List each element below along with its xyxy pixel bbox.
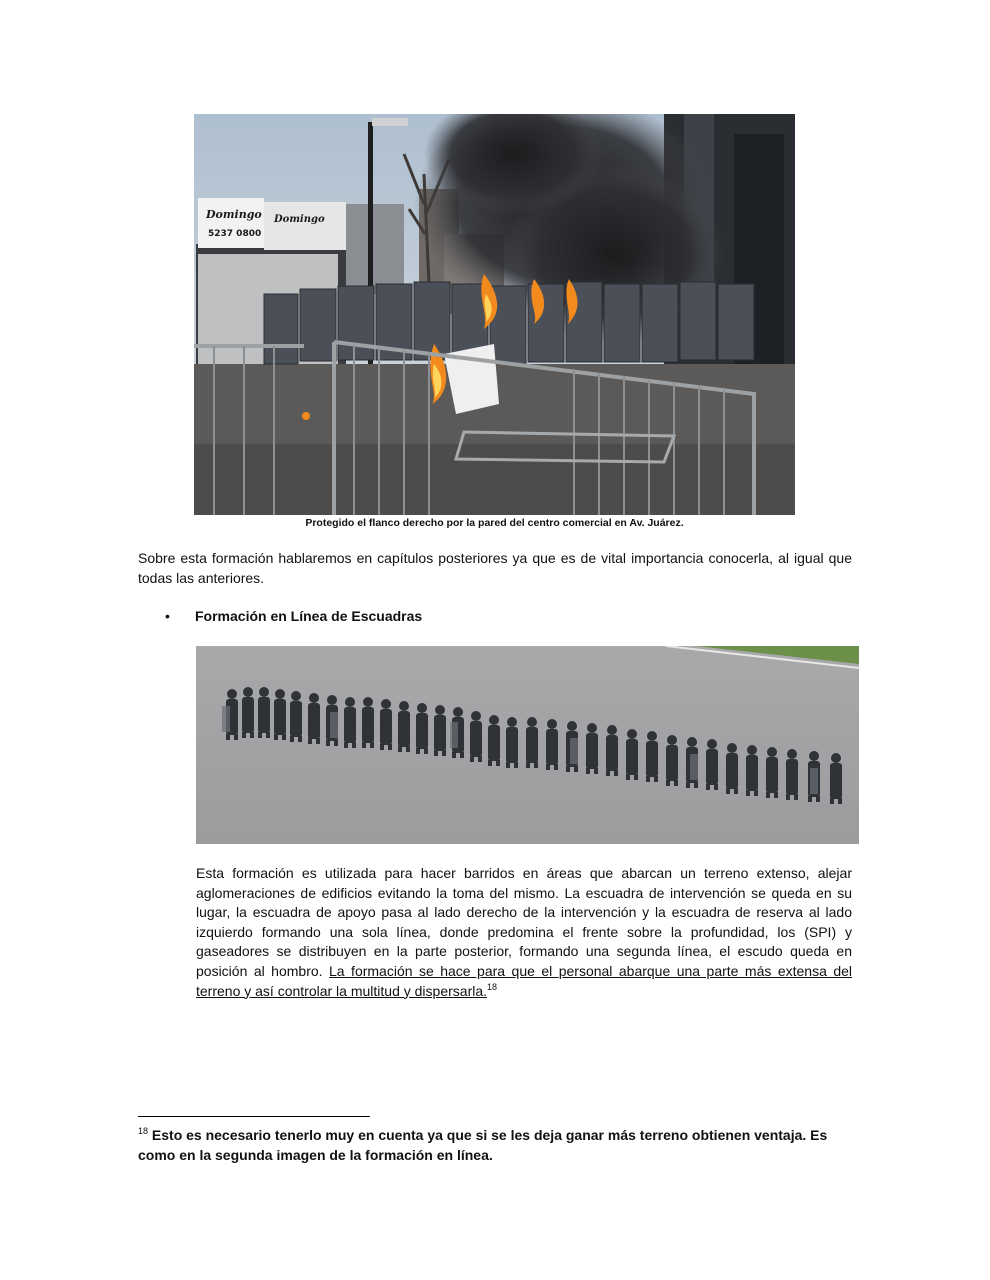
footnote xyxy=(138,1125,852,1165)
kiosk-sign-phone: 5237 0800 xyxy=(208,229,262,239)
paragraph-body: Esta formación es utilizada para hacer barridos en áreas que abarcan un terreno extenso, alejar aglomeraciones de edificios evitando la toma del mismo. La escuadra de intervención se queda en su lugar, la escuadra de apoyo pasa al lado derecho de la intervención y la escuadra de reserva al lado izquierdo formando una sola línea, donde predomina el frente sobre la profundidad, los (SPI) y gaseadores se distribuyen en la parte posterior, formando una segunda línea, el escudo queda en posición al hombro. xyxy=(196,865,852,979)
kiosk-sign-text-2: Domingo xyxy=(274,214,325,225)
police-line-photo xyxy=(196,646,859,844)
paragraph-formation-description xyxy=(196,864,852,1001)
footnote-reference[interactable]: 18 xyxy=(487,981,498,992)
riot-scene-illustration xyxy=(194,114,795,515)
riot-scene-photo xyxy=(194,114,795,515)
footnote-separator xyxy=(138,1116,370,1117)
paragraph-intro: Sobre esta formación hablaremos en capítulos posteriores ya que es de vital importancia conocerla, al igual que todas las anteriores. xyxy=(138,550,852,586)
bullet-icon: • xyxy=(165,608,170,624)
figure-1-caption: Protegido el flanco derecho por la pared del centro comercial en Av. Juárez. xyxy=(305,517,684,529)
footnote-text: Esto es necesario tenerlo muy en cuenta ya que si se les deja ganar más terreno obtienen ventaja. Es como en la segunda imagen de la formación en línea. xyxy=(138,1127,828,1163)
underlined-sentence: La formación se hace para que el personal abarque una parte más extensa del terreno y así controlar la multitud y dispersarla. xyxy=(196,962,852,999)
footnote-number: 18 xyxy=(138,1126,149,1136)
kiosk-sign-text: Domingo xyxy=(206,208,262,221)
police-line-illustration xyxy=(196,646,859,844)
section-title: Formación en Línea de Escuadras xyxy=(195,608,423,624)
